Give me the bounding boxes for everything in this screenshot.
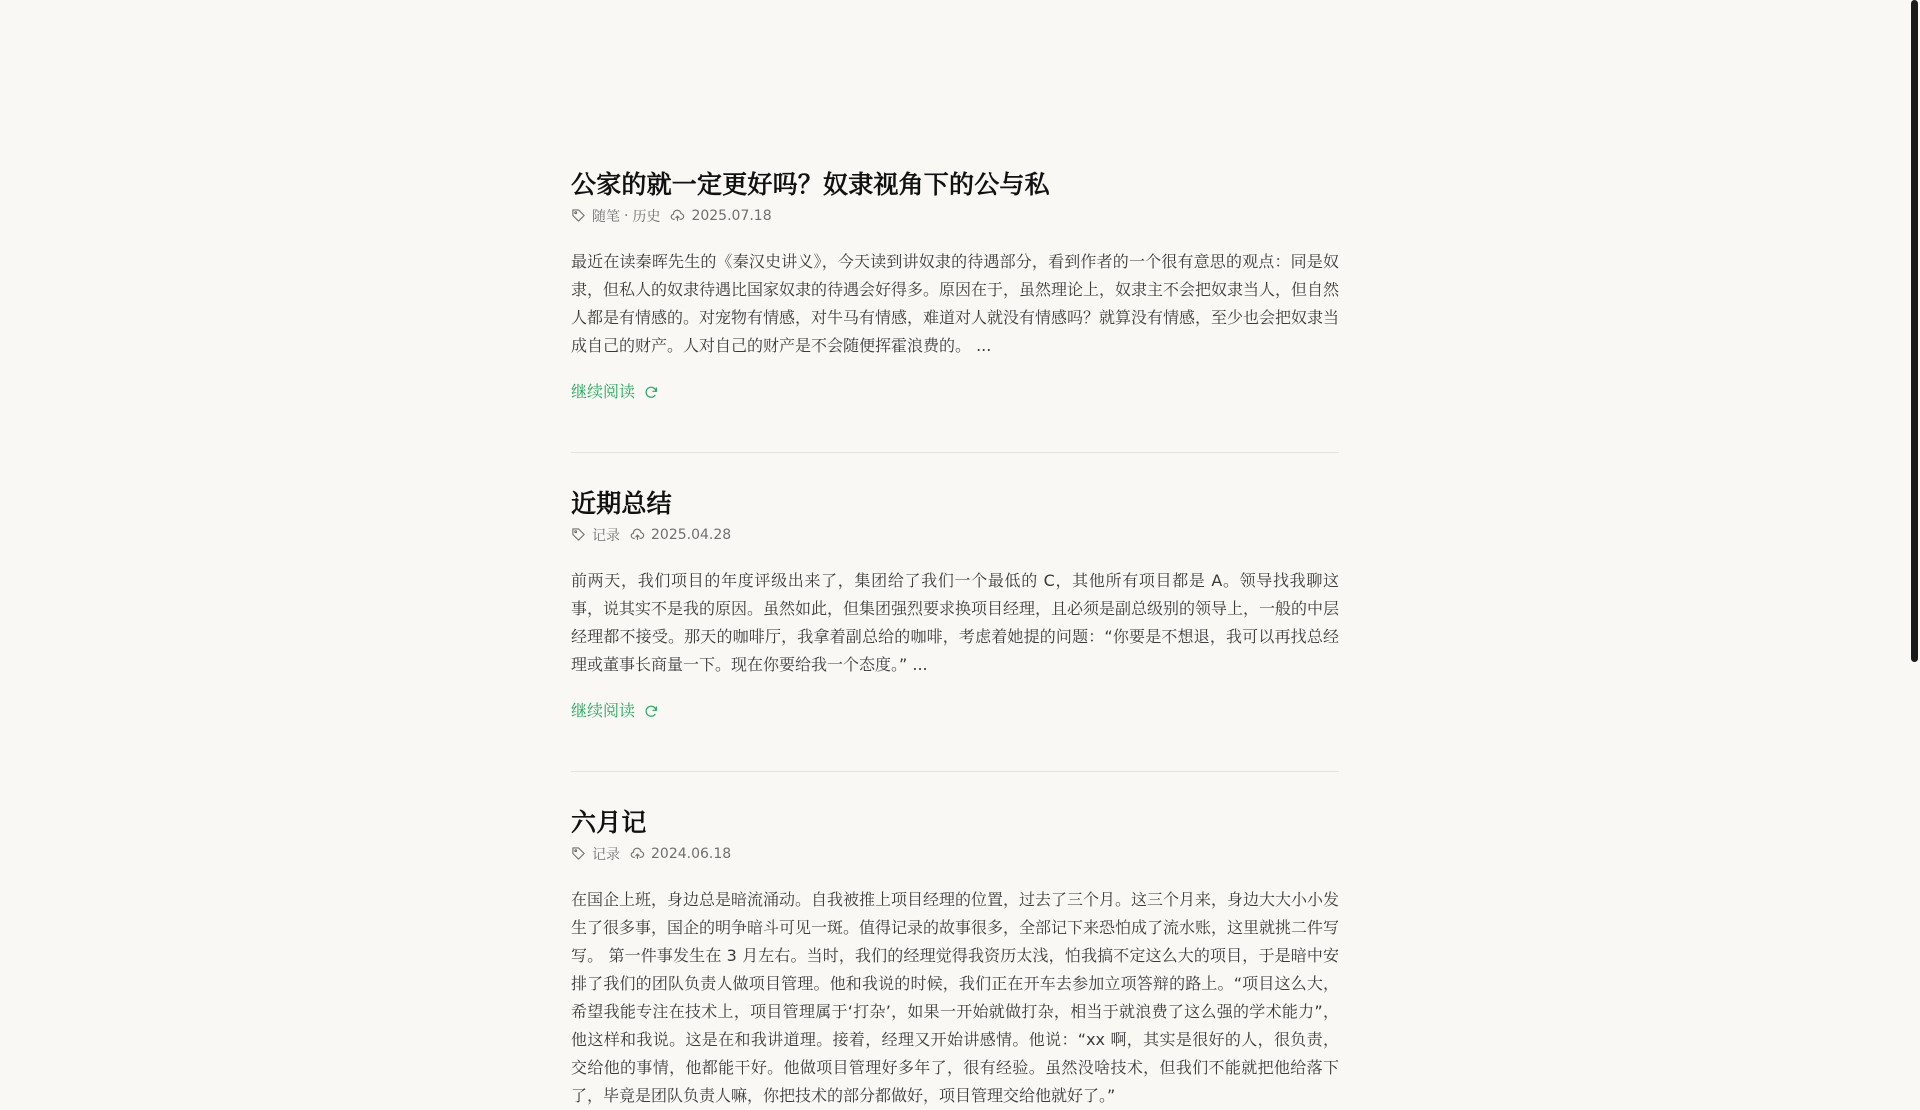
post-divider	[571, 452, 1339, 453]
redo-arrow-icon	[643, 703, 659, 719]
post-tags	[592, 206, 660, 226]
post-date-group	[670, 208, 771, 224]
post-meta	[571, 523, 1339, 547]
redo-arrow-icon	[643, 384, 659, 400]
read-more-link[interactable]	[571, 699, 659, 723]
cloud-upload-icon	[630, 527, 646, 543]
tag-link[interactable]: 记录	[592, 847, 620, 863]
post-title[interactable]: 公家的就一定更好吗？奴隶视角下的公与私	[571, 170, 1050, 199]
post-meta	[571, 842, 1339, 866]
post-card	[571, 487, 1339, 723]
post-tags	[592, 525, 620, 545]
post-title[interactable]: 六月记	[571, 808, 647, 837]
cloud-upload-icon	[630, 846, 646, 862]
tag-link[interactable]: 随笔	[592, 209, 620, 225]
post-excerpt: 最近在读秦晖先生的《秦汉史讲义》，今天读到讲奴隶的待遇部分，看到作者的一个很有意思的观点：同是奴隶，但私人的奴隶待遇比国家奴隶的待遇会好得多。原因在于，虽然理论上，奴隶主不会把奴隶当人，但自然人都是有情感的。对宠物有情感，对牛马有情感，难道对人就没有情感吗？就算没有情感，至少也会把奴隶当成自己的财产。人对自己的财产是不会随便挥霍浪费的。 ...	[571, 252, 1340, 355]
post-excerpt: 在国企上班，身边总是暗流涌动。自我被推上项目经理的位置，过去了三个月。这三个月来，身边大大小小发生了很多事，国企的明争暗斗可见一斑。值得记录的故事很多，全部记下来恐怕成了流水账，这里就挑二件写写。 第一件事发生在 3 月左右。当时，我们的经理觉得我资历太浅，怕我搞不定这么大的项目，于是暗中安排了我们的团队负责人做项目管理。他和我说的时候，我们正在开车去参加立项答辩的路上。“项目这么大，希望我能专注在技术上，项目管理属于‘打杂’，如果一开始就做打杂，相当于就浪费了这么强的学术能力”，他这样和我说。这是在和我讲道理。接着，经理又开始讲感情。他说：“xx 啊，其实是很好的人，很负责，交给他的事情，他都能干好。他做项目管理好多年了，很有经验。虽然没啥技术，但我们不能就把他给落下了，毕竟是团队负责人嘛，你把技术的部分都做好，项目管理交给他就好了。”	[571, 890, 1340, 1105]
post-date-group	[630, 527, 731, 543]
vertical-scrollbar[interactable]	[1908, 0, 1920, 1080]
read-more-link[interactable]	[571, 380, 659, 404]
cloud-upload-icon	[670, 208, 686, 224]
tag-icon	[571, 208, 587, 224]
post-date: 2025.04.28	[651, 527, 732, 543]
scrollbar-thumb[interactable]	[1911, 0, 1918, 662]
read-more-label: 继续阅读	[571, 701, 636, 720]
post-date: 2025.07.18	[691, 208, 772, 224]
post-date-group	[630, 846, 731, 862]
tag-icon	[571, 846, 587, 862]
post-list	[571, 168, 1339, 1110]
post-excerpt: 前两天，我们项目的年度评级出来了，集团给了我们一个最低的 C，其他所有项目都是 A。领导找我聊这事，说其实不是我的原因。虽然如此，但集团强烈要求换项目经理，且必须是副总级别的领导上，一般的中层经理都不接受。那天的咖啡厅，我拿着副总给的咖啡，考虑着她提的问题：“你要是不想退，我可以再找总经理或董事长商量一下。现在你要给我一个态度。” ...	[571, 571, 1340, 674]
post-tags	[592, 844, 620, 864]
post-meta	[571, 204, 1339, 228]
tag-icon	[571, 527, 587, 543]
post-card	[571, 168, 1339, 404]
tag-separator: ·	[624, 208, 629, 224]
post-card	[571, 806, 1339, 1110]
post-date: 2024.06.18	[651, 846, 732, 862]
post-divider	[571, 771, 1339, 772]
post-title[interactable]: 近期总结	[571, 489, 672, 518]
read-more-label: 继续阅读	[571, 382, 636, 401]
tag-link[interactable]: 历史	[632, 209, 661, 225]
tag-link[interactable]: 记录	[592, 528, 620, 544]
